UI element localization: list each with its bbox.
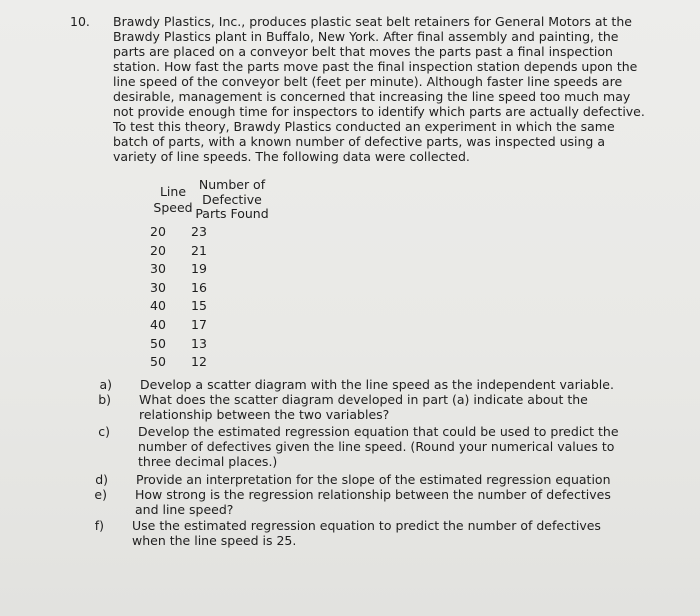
- header-text: Parts Found: [195, 206, 269, 221]
- header-text: Speed: [153, 200, 193, 215]
- table-row: [140, 317, 260, 336]
- table-row: [140, 354, 260, 373]
- statement-line: station. How fast the parts move past the final inspection station depends upon the: [113, 59, 638, 74]
- question-line: number of defectives given the line speed. (Round your numerical values to: [138, 439, 615, 454]
- speed-cell: 30: [150, 279, 166, 295]
- statement-line: not provide enough time for inspectors to identify which parts are actually defective.: [113, 104, 645, 119]
- table-row: [140, 261, 260, 280]
- defective-cell: 13: [191, 335, 207, 351]
- header-defective-parts: [192, 178, 272, 222]
- statement-line: parts are placed on a conveyor belt that moves the parts past a final inspection: [113, 44, 613, 59]
- statement-line: Brawdy Plastics plant in Buffalo, New York. After final assembly and painting, the: [113, 29, 619, 44]
- question-line: three decimal places.): [138, 454, 278, 469]
- statement-line: Brawdy Plastics, Inc., produces plastic seat belt retainers for General Motors at the: [113, 14, 632, 29]
- question-text: [132, 518, 601, 548]
- table-row: [140, 243, 260, 262]
- question-text: [136, 472, 611, 487]
- speed-cell: 30: [150, 261, 166, 277]
- table-row: [140, 224, 260, 243]
- table-row: [140, 336, 260, 355]
- question-line: How strong is the regression relationship between the number of defectives: [135, 487, 611, 502]
- statement-line: line speed of the conveyor belt (feet per minute). Although faster line speeds are: [113, 74, 623, 89]
- speed-cell: 20: [150, 224, 166, 239]
- defective-cell: 12: [191, 354, 207, 370]
- question-label: e): [94, 487, 107, 502]
- question-line: and line speed?: [135, 502, 234, 517]
- defective-cell: 16: [191, 279, 207, 295]
- defective-cell: 21: [191, 242, 207, 258]
- question-line: relationship between the two variables?: [139, 407, 390, 422]
- question-text: [139, 392, 588, 422]
- question-line: Develop the estimated regression equation that could be used to predict the: [138, 424, 619, 439]
- defective-cell: 19: [191, 261, 207, 277]
- question-text: [140, 377, 614, 392]
- question-line: when the line speed is 25.: [132, 533, 297, 548]
- question-text: [138, 424, 619, 469]
- question-line: Provide an interpretation for the slope of the estimated regression equation: [136, 472, 611, 487]
- question-label: f): [94, 518, 104, 533]
- question-line: What does the scatter diagram developed in part (a) indicate about the: [139, 392, 588, 407]
- header-text: Number of: [198, 177, 266, 192]
- statement-line: To test this theory, Brawdy Plastics conducted an experiment in which the same: [113, 119, 615, 134]
- defective-cell: 23: [191, 224, 207, 239]
- question-label: c): [98, 424, 110, 439]
- header-line-speed: [148, 184, 198, 216]
- question-label: d): [95, 472, 108, 487]
- statement-line: batch of parts, with a known number of defective parts, was inspected using a: [113, 134, 606, 149]
- question-label: a): [99, 377, 112, 392]
- question-label: b): [98, 392, 111, 407]
- speed-cell: 40: [150, 316, 166, 332]
- defective-cell: 15: [191, 298, 207, 314]
- header-text: Line: [159, 184, 187, 199]
- table-body: [140, 224, 260, 373]
- statement-line: variety of line speeds. The following data were collected.: [113, 149, 470, 164]
- table-row: [140, 298, 260, 317]
- problem-number: 10.: [70, 14, 90, 29]
- speed-cell: 20: [150, 242, 166, 258]
- question-text: [135, 487, 611, 517]
- question-line: Use the estimated regression equation to predict the number of defectives: [132, 518, 601, 533]
- problem-statement: [113, 14, 665, 164]
- speed-cell: 50: [150, 335, 166, 351]
- speed-cell: 50: [150, 354, 166, 370]
- question-line: Develop a scatter diagram with the line speed as the independent variable.: [140, 377, 614, 392]
- speed-cell: 40: [150, 298, 166, 314]
- defective-cell: 17: [191, 316, 207, 332]
- table-row: [140, 280, 260, 299]
- header-text: Defective: [202, 191, 262, 207]
- statement-line: desirable, management is concerned that increasing the line speed too much may: [113, 89, 631, 104]
